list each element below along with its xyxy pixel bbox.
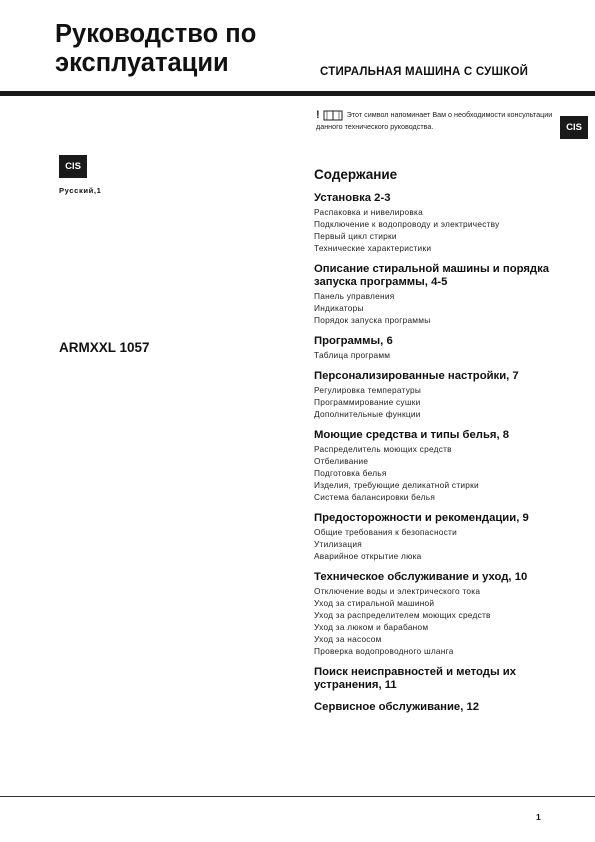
manual-note [316,109,554,132]
toc-item: Порядок запуска программы [314,315,431,325]
toc-item: Индикаторы [314,303,364,313]
toc-item-list [314,290,564,326]
toc-section [314,263,564,326]
region-badge: CIS [59,155,87,178]
toc-section-title: Установка 2-3 [314,192,391,204]
page-number: 1 [536,812,541,822]
toc-item: Первый цикл стирки [314,231,397,241]
toc-item: Изделия, требующие деликатной стирки [314,480,479,490]
language-label: Русский,1 [59,186,102,195]
exclamation-icon: ! [316,109,320,121]
toc-item: Общие требования к безопасности [314,527,457,537]
toc-item-list [314,349,564,361]
toc-section [314,370,564,420]
toc-item: Уход за распределителем моющих средств [314,610,491,620]
toc-sections [314,192,564,714]
toc-section [314,192,564,254]
toc-item: Панель управления [314,291,395,301]
toc-item: Уход за люком и барабаном [314,622,429,632]
toc-item: Программирование сушки [314,397,421,407]
table-of-contents [314,167,564,723]
toc-item: Распределитель моющих средств [314,444,452,454]
toc-item: Подготовка белья [314,468,387,478]
toc-section-title: Техническое обслуживание и уход, 10 [314,571,528,583]
header-divider [0,91,595,96]
title-line-2: эксплуатации [55,49,229,77]
warning-manual-icon [316,110,343,121]
toc-heading: Содержание [314,167,398,182]
toc-item: Регулировка температуры [314,385,422,395]
toc-item: Отбеливание [314,456,369,466]
product-subtitle: СТИРАЛЬНАЯ МАШИНА С СУШКОЙ [320,66,529,78]
toc-item: Уход за стиральной машиной [314,598,435,608]
toc-item: Уход за насосом [314,634,382,644]
toc-item: Подключение к водопроводу и электричеству [314,219,500,229]
toc-section [314,512,564,562]
toc-item: Аварийное открытие люка [314,551,422,561]
toc-section-title: Поиск неисправностей и методы их устранения, 11 [314,666,516,691]
toc-item-list [314,206,564,254]
toc-section [314,571,564,657]
toc-item: Проверка водопроводного шланга [314,646,454,656]
toc-item-list [314,526,564,562]
toc-item: Технические характеристики [314,243,432,253]
toc-item: Система балансировки белья [314,492,436,502]
toc-item: Утилизация [314,539,362,549]
toc-section-title: Сервисное обслуживание, 12 [314,701,480,713]
toc-section-title: Описание стиральной машины и порядка запуска программы, 4-5 [314,263,550,288]
toc-item: Таблица программ [314,350,391,360]
toc-section [314,335,564,361]
note-text: Этот символ напоминает Вам о необходимости консультации данного технического руководства. [316,110,553,131]
toc-section [314,701,564,714]
manual-book-icon [323,110,343,121]
footer-divider [0,796,595,797]
toc-item-list [314,384,564,420]
toc-item: Распаковка и нивелировка [314,207,423,217]
toc-section-title: Предосторожности и рекомендации, 9 [314,512,529,524]
toc-section-title: Программы, 6 [314,335,393,347]
document-title [55,20,256,78]
side-region-badge: CIS [560,116,588,139]
toc-item-list [314,443,564,503]
title-line-1: Руководство по [55,20,257,48]
toc-item: Дополнительные функции [314,409,421,419]
model-name: ARMXXL 1057 [59,340,150,355]
toc-item: Отключение воды и электрического тока [314,586,481,596]
toc-section [314,666,564,692]
toc-section-title: Персонализированные настройки, 7 [314,370,519,382]
toc-section-title: Моющие средства и типы белья, 8 [314,429,510,441]
toc-section [314,429,564,503]
toc-item-list [314,585,564,657]
